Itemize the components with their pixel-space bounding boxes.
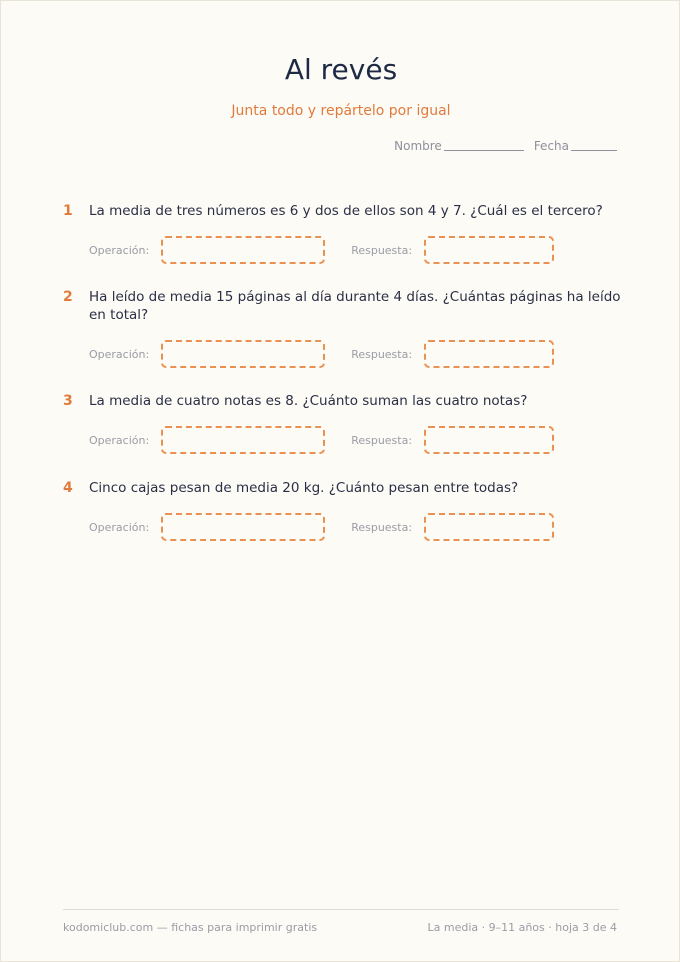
answer-box[interactable] (424, 340, 554, 368)
name-line (444, 150, 524, 151)
footer-page-info: La media · 9–11 años · hoja 3 de 4 (427, 921, 617, 934)
operation-label: Operación: (89, 433, 150, 447)
page-title: Al revés (284, 53, 398, 86)
footer-site: kodomiclub.com — fichas para imprimir gratis (63, 921, 318, 934)
name-date-fields (394, 139, 617, 153)
question-number: 1 (63, 203, 73, 219)
date-label: Fecha (533, 139, 569, 153)
question-2 (63, 288, 623, 368)
question-text: La media de tres números es 6 y dos de ellos son 4 y 7. ¿Cuál es el tercero? (89, 203, 603, 219)
question-number: 4 (63, 480, 73, 496)
name-field[interactable] (394, 139, 524, 153)
question-4 (63, 479, 623, 541)
operation-box[interactable] (161, 513, 325, 541)
question-number: 3 (63, 393, 73, 409)
question-3 (63, 392, 623, 454)
question-number: 2 (63, 289, 73, 305)
answer-label: Respuesta: (351, 347, 413, 361)
answer-box[interactable] (424, 513, 554, 541)
footer-divider (63, 909, 619, 910)
operation-label: Operación: (89, 347, 150, 361)
question-text: La media de cuatro notas es 8. ¿Cuánto suman las cuatro notas? (89, 393, 528, 409)
question-text: Ha leído de media 15 páginas al día durante 4 días. ¿Cuántas páginas ha leído en total? (89, 289, 621, 323)
answer-box[interactable] (424, 426, 554, 454)
question-1 (63, 202, 623, 264)
answer-label: Respuesta: (351, 243, 413, 257)
operation-label: Operación: (89, 520, 150, 534)
answer-box[interactable] (424, 236, 554, 264)
operation-box[interactable] (161, 426, 325, 454)
operation-label: Operación: (89, 243, 150, 257)
date-field[interactable] (534, 139, 617, 153)
answer-label: Respuesta: (351, 433, 413, 447)
answer-label: Respuesta: (351, 520, 413, 534)
name-label: Nombre (394, 139, 442, 153)
operation-box[interactable] (161, 340, 325, 368)
question-text: Cinco cajas pesan de media 20 kg. ¿Cuánto pesan entre todas? (89, 480, 519, 496)
page-subtitle: Junta todo y repártelo por igual (231, 103, 451, 119)
operation-box[interactable] (161, 236, 325, 264)
date-line (571, 150, 617, 151)
